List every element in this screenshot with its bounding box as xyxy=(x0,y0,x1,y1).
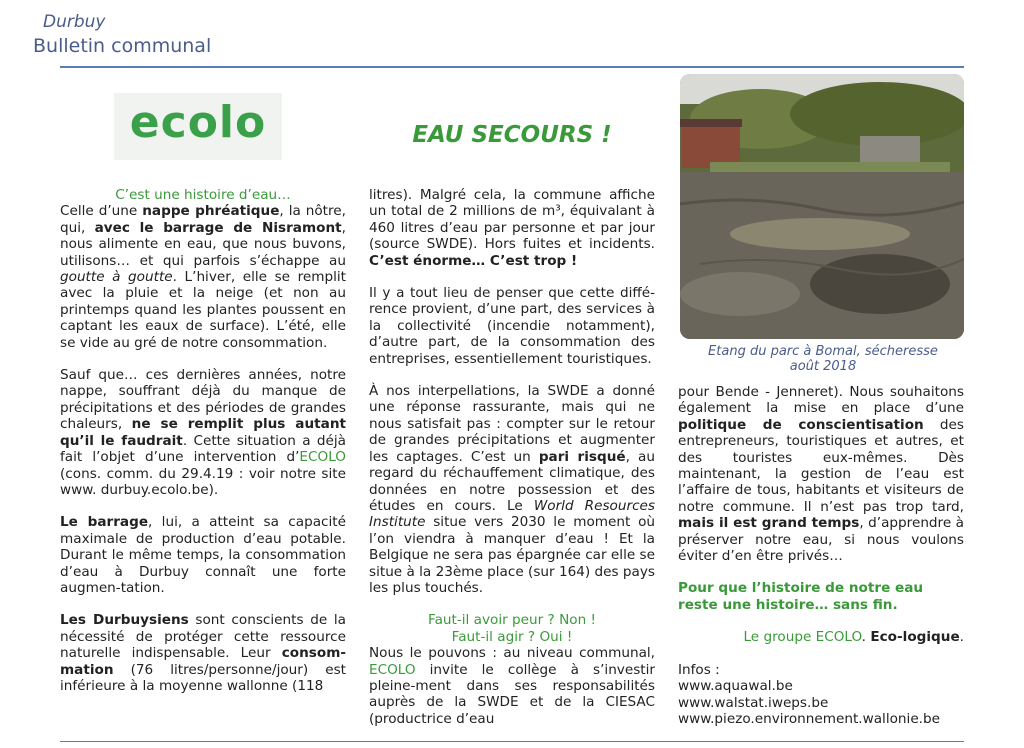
link-piezo[interactable]: www.piezo.environnement.wallonie.be xyxy=(678,710,940,727)
infos-label: Infos : xyxy=(678,661,720,678)
paragraph: Celle d’une nappe phréatique, la nôtre, qui, avec le barrage de Nisramont, nous alimente en eau, que nous buvons, utilisons… et qui parfois s’échappe au goutte à goutte. L’hiver, elle se remplit avec la pluie et la neige (et non au printemps quand les plantes poussent en captant les eaux de surface). L’été, elle se vide au gré de notre consommation. xyxy=(60,203,346,351)
top-rule xyxy=(60,66,964,68)
photo-drawing xyxy=(680,74,964,339)
column-1 xyxy=(60,187,346,694)
paragraph: litres). Malgré cela, la commune affiche un total de 2 millions de m³, équivalant à 460 litres d’eau par personne et par jour (source SWDE). Hors fuites et incidents. C’est énorme… C’est trop ! xyxy=(369,187,655,269)
question-heading: Faut-il agir ? Oui ! xyxy=(451,628,573,645)
photo-dry-pond xyxy=(680,74,964,339)
ecolo-logo xyxy=(114,93,282,160)
ecolo-logo-text: ecolo xyxy=(129,97,267,148)
signature: Le groupe ECOLO. Eco-logique. xyxy=(743,629,964,646)
paragraph: Nous le pouvons : au niveau communal, ECOLO invite le collège à s’investir pleine-ment dans ses responsabilités auprès de la SWDE et de la CIESAC (productrice d’eau xyxy=(369,645,655,727)
photo-caption: Etang du parc à Bomal, sécheresse août 2018 xyxy=(708,344,938,374)
paragraph: Le barrage, lui, a atteint sa capacité maximale de production d’eau potable. Durant le même temps, la consommation d’eau à Durbuy connaît une forte augmen-tation. xyxy=(60,514,346,596)
closing-statement: Pour que l’histoire de notre eau reste une histoire… sans fin. xyxy=(678,580,924,613)
link-walstat[interactable]: www.walstat.iweps.be xyxy=(678,694,829,711)
paragraph: Il y a tout lieu de penser que cette diffé-rence provient, d’une part, des services à la collectivité (incendie notamment), d’autre part, de la consommation des entreprises, essentiellement touristiques. xyxy=(369,285,655,367)
column-3 xyxy=(678,384,964,727)
bottom-rule xyxy=(60,741,964,742)
header-town: Durbuy xyxy=(43,12,106,32)
section-heading: C’est une histoire d’eau… xyxy=(115,187,291,203)
article-title: EAU SECOURS ! xyxy=(412,122,612,148)
link-aquawal[interactable]: www.aquawal.be xyxy=(678,678,793,695)
column-2 xyxy=(369,187,655,727)
paragraph: pour Bende - Jenneret). Nous souhaitons également la mise en place d’une politique de conscientisation des entrepreneurs, touristiques et autres, et des touristes eux-mêmes. Dès maintenant, la gestion de l’eau est l’affaire de tous, habitants et visiteurs de notre commune. Il n’est pas trop tard, mais il est grand temps, d’apprendre à préserver notre eau, si nous voulons éviter d’en être privés… xyxy=(678,384,964,565)
header-publication: Bulletin communal xyxy=(33,35,212,57)
question-heading: Faut-il avoir peur ? Non ! xyxy=(428,612,596,629)
paragraph: Sauf que… ces dernières années, notre nappe, souffrant déjà du manque de précipitations et des périodes de grandes chaleurs, ne se remplit plus autant qu’il le faudrait. Cette situation a déjà fait l’objet d’une intervention d’ECOLO (cons. comm. du 29.4.19 : voir notre site www. durbuy.ecolo.be). xyxy=(60,367,346,498)
paragraph: À nos interpellations, la SWDE a donné une réponse rassurante, mais qui ne nous satisfait pas : compter sur le retour de grandes précipitations et augmenter les captages. C’est un pari risqué, au regard du réchauffement climatique, des données en notre possession et des études en cours. Le World Resources Institute situe vers 2030 le moment où l’on viendra à manquer d’eau ! Et la Belgique ne sera pas épargnée car elle se situe à la 23ème place (sur 164) des pays les plus touchés. xyxy=(369,383,656,596)
paragraph: Les Durbuysiens sont conscients de la nécessité de protéger cette ressource naturelle indispensable. Leur consom-mation (76 litres/personne/jour) est inférieure à la moyenne wallonne (118 xyxy=(60,612,346,694)
